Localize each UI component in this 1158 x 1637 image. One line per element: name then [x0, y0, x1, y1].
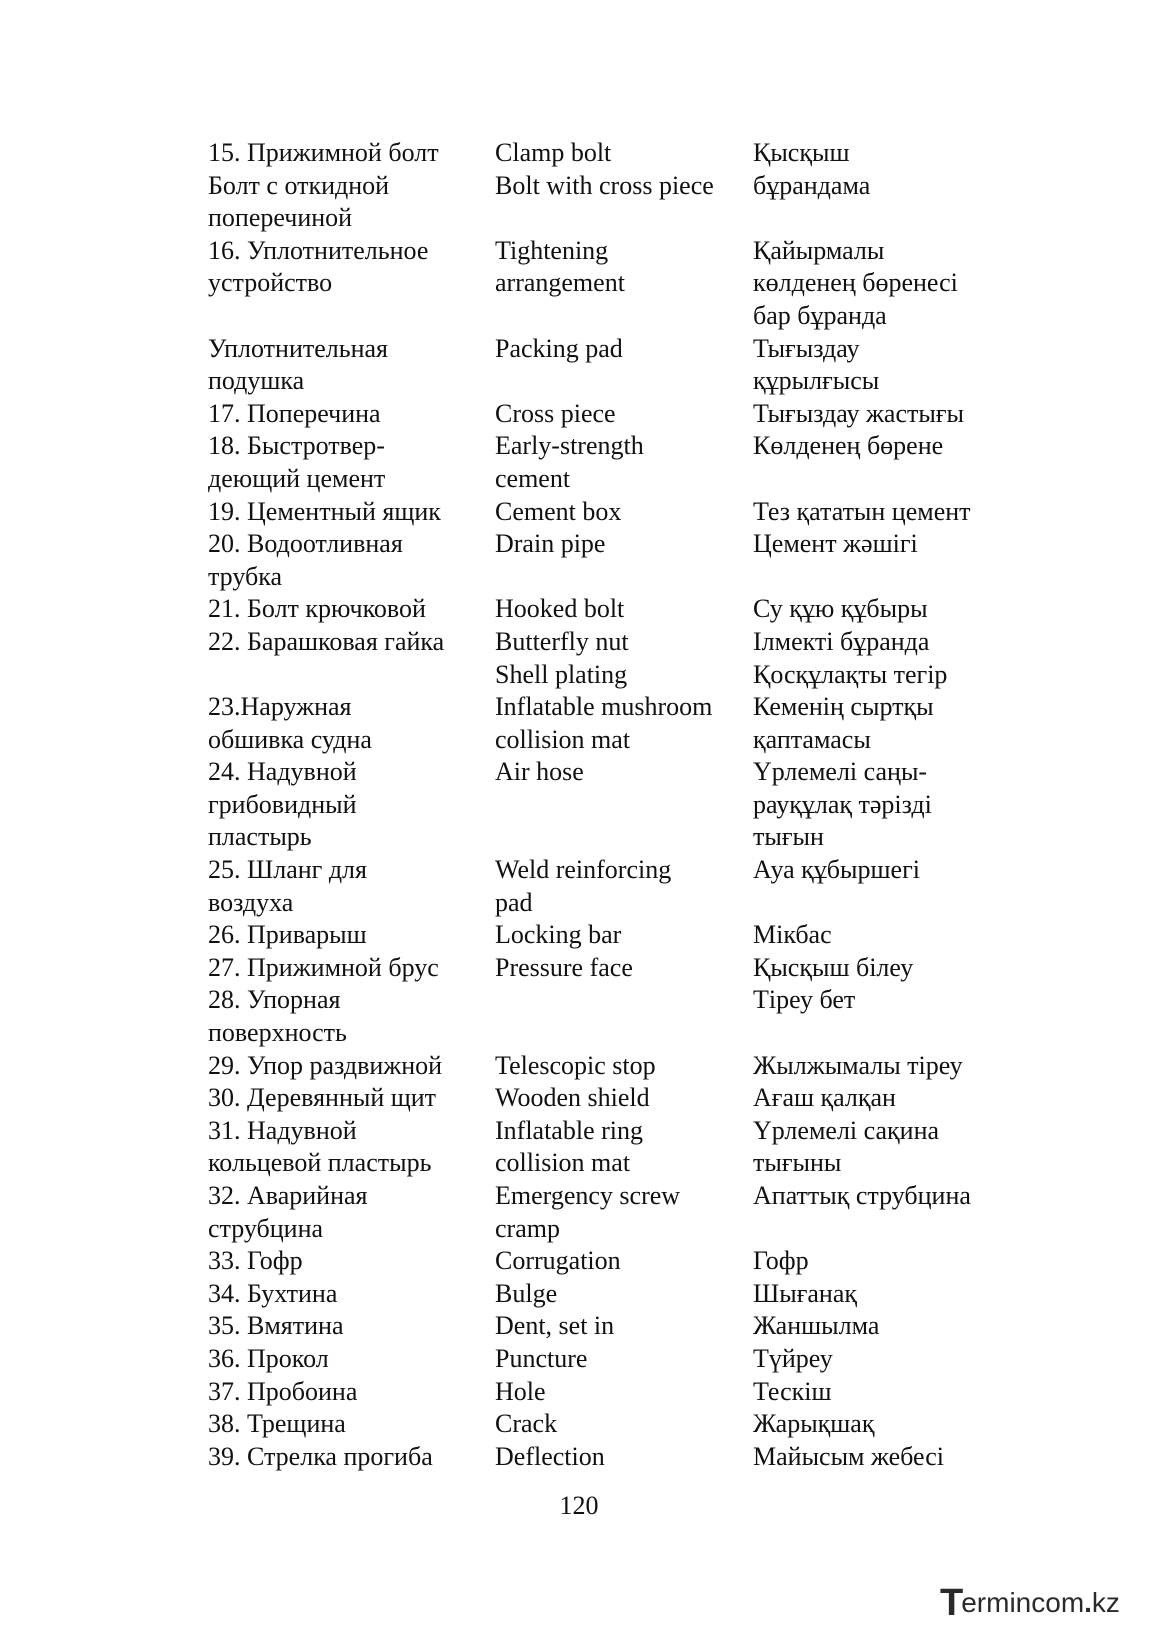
kazakh-term: Гофр [753, 1246, 809, 1276]
kazakh-term: Үрлемелі саңы- рауқұлақ тәрізді тығын [753, 757, 932, 852]
kazakh-term: Су құю құбыры [753, 594, 928, 624]
russian-term: 19. Цементный ящик [208, 496, 441, 526]
page-number: 120 [559, 1491, 599, 1520]
glossary-row [208, 333, 1008, 398]
russian-term: 35. Вмятина [208, 1311, 344, 1341]
kazakh-term: Көлденең бөрене [753, 431, 944, 461]
kazakh-term: Тығыздау құрылғысы [753, 333, 880, 396]
glossary-row [208, 1310, 1008, 1343]
kazakh-term: Жаншылма [753, 1311, 880, 1341]
english-term: Emergency screw cramp [495, 1181, 681, 1243]
russian-term: 29. Упор раздвижной [208, 1050, 443, 1080]
logo-o: o [1045, 1587, 1061, 1618]
english-term: Cross piece [495, 398, 616, 428]
glossary-row [208, 1343, 1008, 1376]
russian-term: 26. Приварыш [208, 920, 367, 950]
english-term: Locking bar [495, 920, 622, 950]
kazakh-term: Майысым жебесі [753, 1441, 945, 1471]
glossary-row [208, 1245, 1008, 1278]
russian-term: 30. Деревянный щит [208, 1083, 437, 1113]
kazakh-term: Тіреу бет [753, 985, 856, 1015]
english-term: Deflection [495, 1441, 605, 1471]
russian-term: 17. Поперечина [208, 398, 381, 428]
glossary-table [208, 137, 1008, 1473]
kazakh-term: Тез қататын цемент [753, 496, 971, 526]
glossary-row [208, 398, 1008, 431]
english-term: Corrugation [495, 1246, 621, 1276]
glossary-row [208, 1082, 1008, 1115]
glossary-row [208, 1180, 1008, 1245]
english-term: Air hose [495, 757, 584, 787]
english-term: Pressure face [495, 952, 633, 982]
glossary-row [208, 756, 1008, 854]
kazakh-term: Қысқыш білеу [753, 952, 914, 982]
english-term: Cement box [495, 496, 622, 526]
glossary-row [208, 626, 1008, 691]
russian-term: 28. Упорная поверхность [208, 985, 347, 1048]
russian-term: 33. Гофр [208, 1246, 303, 1276]
glossary-row [208, 430, 1008, 495]
glossary-row [208, 1115, 1008, 1180]
kazakh-term: Шығанақ [753, 1278, 857, 1308]
glossary-row [208, 1376, 1008, 1409]
english-term: Clamp bolt Bolt with cross piece [495, 138, 714, 200]
russian-term: 27. Прижимной брус [208, 952, 439, 982]
logo-first-letter: T [940, 1581, 962, 1624]
russian-term: 34. Бухтина [208, 1278, 338, 1308]
kazakh-term: Цемент жәшігі [753, 529, 918, 559]
english-term: Packing pad [495, 333, 623, 363]
kazakh-term: Қайырмалы көлденең бөренесі бар бұранда [753, 235, 958, 330]
russian-term: 22. Барашковая гайка [208, 626, 445, 656]
kazakh-term: Ілмекті бұранда Қосқұлақты тегір [753, 626, 948, 689]
english-term: Crack [495, 1409, 558, 1439]
kazakh-term: Тығыздау жастығы [753, 398, 964, 428]
english-term: Bulge [495, 1278, 558, 1308]
english-term: Puncture [495, 1343, 588, 1373]
glossary-row [208, 952, 1008, 985]
kazakh-term: Түйреу [753, 1343, 833, 1373]
glossary-row [208, 593, 1008, 626]
glossary-row [208, 1441, 1008, 1474]
russian-term: 15. Прижимной болт Болт с откидной поперечиной [208, 138, 439, 233]
glossary-row [208, 496, 1008, 529]
kazakh-term: Мікбас [753, 920, 832, 950]
russian-term: 37. Пробоина [208, 1376, 358, 1406]
russian-term: 31. Надувной кольцевой пластырь [208, 1115, 432, 1178]
kazakh-term: Ағаш қалқан [753, 1083, 896, 1113]
english-term: Hole [495, 1376, 546, 1406]
kazakh-term: Кеменің сыртқы қаптамасы [753, 692, 934, 754]
russian-term: 21. Болт крючковой [208, 594, 426, 624]
kazakh-term: Апаттық струбцина [753, 1181, 971, 1210]
russian-term: 16. Уплотнительное устройство [208, 235, 429, 298]
logo-middle: erminc [961, 1587, 1046, 1618]
kazakh-term: Жылжымалы тіреу [753, 1050, 963, 1080]
english-term: Early-strength cement [495, 431, 644, 493]
glossary-row [208, 854, 1008, 919]
english-term: Hooked bolt [495, 594, 625, 624]
english-term: Drain pipe [495, 529, 606, 559]
logo-tld: kz [1091, 1587, 1120, 1618]
russian-term: 36. Прокол [208, 1343, 329, 1373]
english-term: Wooden shield [495, 1083, 650, 1113]
glossary-row [208, 528, 1008, 593]
english-term: Dent, set in [495, 1311, 615, 1341]
kazakh-term: Жарықшақ [753, 1409, 875, 1439]
english-term: Butterfly nut Shell plating [495, 626, 629, 689]
russian-term: 18. Быстротвер- деющий цемент [208, 431, 386, 493]
english-term: Tightening arrangement [495, 235, 625, 298]
russian-term: 39. Стрелка прогиба [208, 1441, 433, 1471]
glossary-row [208, 691, 1008, 756]
russian-term: 24. Надувной грибовидный пластырь [208, 757, 357, 852]
kazakh-term: Қысқыш бұрандама [753, 138, 871, 200]
logo-end: m [1060, 1587, 1085, 1618]
glossary-row [208, 235, 1008, 333]
kazakh-term: Тескіш [753, 1376, 832, 1406]
kazakh-term: Үрлемелі сақина тығыны [753, 1115, 940, 1178]
russian-term: 38. Трещина [208, 1409, 346, 1439]
termincom-logo [940, 1583, 1120, 1623]
russian-term: 23.Наружная обшивка судна [208, 692, 372, 754]
glossary-row [208, 1278, 1008, 1311]
russian-term: 32. Аварийная струбцина [208, 1181, 368, 1243]
glossary-row [208, 919, 1008, 952]
english-term: Inflatable ring collision mat [495, 1115, 643, 1178]
glossary-row [208, 1050, 1008, 1083]
russian-term: 20. Водоотливная трубка [208, 529, 403, 591]
glossary-row [208, 984, 1008, 1049]
english-term: Weld reinforcing pad [495, 855, 672, 917]
kazakh-term: Ауа құбыршегі [753, 855, 920, 885]
russian-term: Уплотнительная подушка [208, 333, 389, 396]
glossary-row [208, 137, 1008, 235]
english-term: Inflatable mushroom collision mat [495, 692, 713, 754]
glossary-row [208, 1408, 1008, 1441]
logo-dot: . [1084, 1587, 1092, 1618]
russian-term: 25. Шланг для воздуха [208, 855, 367, 917]
english-term: Telescopic stop [495, 1050, 656, 1080]
